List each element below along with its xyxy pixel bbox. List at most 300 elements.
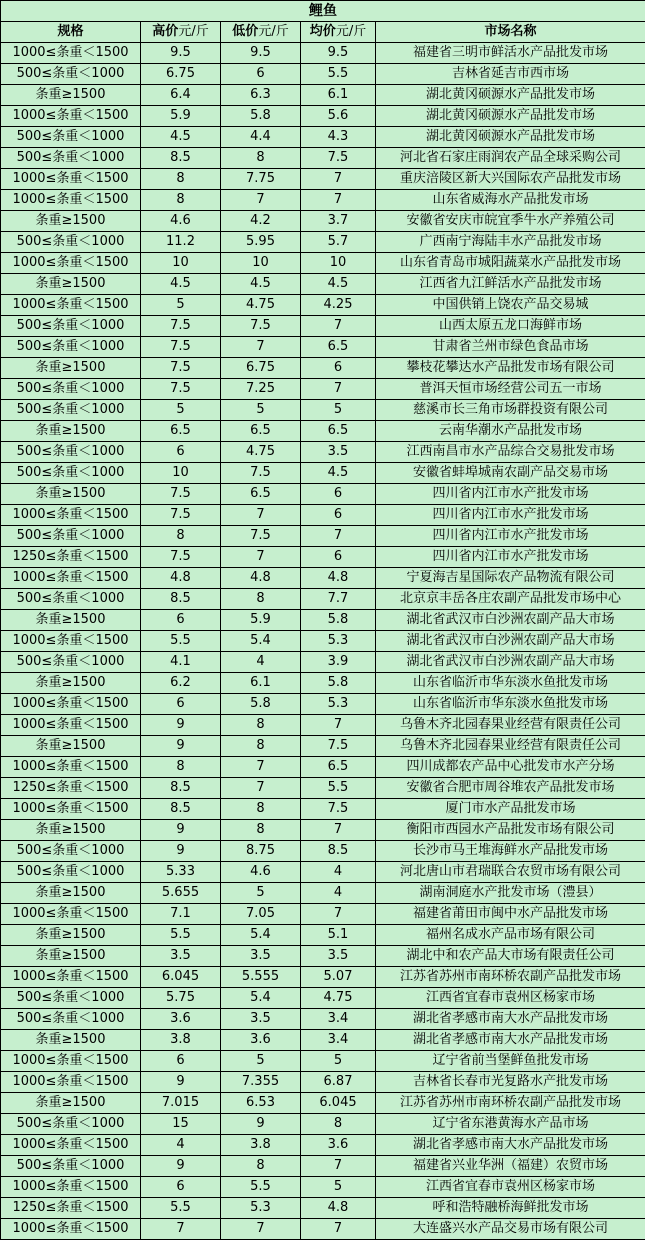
cell-market: 山西太原五龙口海鲜市场 — [376, 316, 645, 337]
table-row — [1, 337, 645, 358]
cell-spec: 1000≤条重＜1500 — [1, 967, 141, 988]
cell-high-price: 9.5 — [141, 43, 221, 64]
header-low-label: 低价 — [232, 24, 259, 39]
cell-spec: 1250≤条重＜1500 — [1, 547, 141, 568]
table-row — [1, 799, 645, 820]
cell-high-price: 5.5 — [141, 631, 221, 652]
table-body — [1, 43, 645, 1240]
cell-spec: 条重≥1500 — [1, 673, 141, 694]
cell-market: 长沙市马王堆海鲜水产品批发市场 — [376, 841, 645, 862]
cell-market: 江西省宜春市袁州区杨家市场 — [376, 988, 645, 1009]
cell-avg-price: 4.25 — [301, 295, 376, 316]
cell-high-price: 8 — [141, 190, 221, 211]
cell-high-price: 5.75 — [141, 988, 221, 1009]
cell-avg-price: 6 — [301, 547, 376, 568]
cell-high-price: 6 — [141, 610, 221, 631]
cell-low-price: 7 — [221, 757, 301, 778]
cell-avg-price: 6 — [301, 505, 376, 526]
cell-high-price: 9 — [141, 820, 221, 841]
cell-high-price: 7.5 — [141, 337, 221, 358]
cell-avg-price: 5.5 — [301, 778, 376, 799]
cell-low-price: 4.4 — [221, 127, 301, 148]
cell-market: 湖北黄冈硕源水产品批发市场 — [376, 127, 645, 148]
cell-avg-price: 5 — [301, 400, 376, 421]
cell-market: 江苏省苏州市南环桥农副产品批发市场 — [376, 1093, 645, 1114]
cell-low-price: 8 — [221, 715, 301, 736]
cell-spec: 500≤条重＜1000 — [1, 316, 141, 337]
cell-high-price: 5.5 — [141, 1198, 221, 1219]
cell-low-price: 3.5 — [221, 946, 301, 967]
cell-low-price: 8 — [221, 820, 301, 841]
cell-high-price: 7.5 — [141, 484, 221, 505]
cell-high-price: 6 — [141, 694, 221, 715]
cell-avg-price: 7.5 — [301, 799, 376, 820]
cell-avg-price: 6.5 — [301, 337, 376, 358]
cell-market: 湖北中和农产品大市场有限责任公司 — [376, 946, 645, 967]
cell-market: 广西南宁海陆丰水产品批发市场 — [376, 232, 645, 253]
header-high-price — [141, 22, 221, 43]
cell-low-price: 7.25 — [221, 379, 301, 400]
cell-avg-price: 7 — [301, 190, 376, 211]
cell-high-price: 5.5 — [141, 925, 221, 946]
cell-high-price: 4.6 — [141, 211, 221, 232]
cell-avg-price: 4.8 — [301, 1198, 376, 1219]
cell-avg-price: 7 — [301, 169, 376, 190]
table-row — [1, 1114, 645, 1135]
cell-low-price: 5.8 — [221, 106, 301, 127]
cell-avg-price: 3.4 — [301, 1009, 376, 1030]
header-high-unit: 元/斤 — [178, 24, 209, 39]
cell-spec: 1000≤条重＜1500 — [1, 253, 141, 274]
table-row — [1, 589, 645, 610]
cell-market: 慈溪市长三角市场群投资有限公司 — [376, 400, 645, 421]
table-row — [1, 106, 645, 127]
cell-low-price: 3.8 — [221, 1135, 301, 1156]
cell-spec: 1000≤条重＜1500 — [1, 169, 141, 190]
table-row — [1, 358, 645, 379]
cell-low-price: 8 — [221, 1156, 301, 1177]
cell-spec: 1000≤条重＜1500 — [1, 1219, 141, 1240]
cell-high-price: 5.33 — [141, 862, 221, 883]
cell-market: 安徽省安庆市皖宜季牛水产养殖公司 — [376, 211, 645, 232]
cell-low-price: 5.5 — [221, 1177, 301, 1198]
table-row — [1, 1219, 645, 1240]
table-row — [1, 1177, 645, 1198]
cell-spec: 1000≤条重＜1500 — [1, 694, 141, 715]
cell-avg-price: 5.7 — [301, 232, 376, 253]
cell-high-price: 7 — [141, 1219, 221, 1240]
cell-spec: 1000≤条重＜1500 — [1, 715, 141, 736]
cell-market: 吉林省延吉市西市场 — [376, 64, 645, 85]
table-row — [1, 232, 645, 253]
cell-avg-price: 4 — [301, 883, 376, 904]
cell-spec: 500≤条重＜1000 — [1, 64, 141, 85]
cell-high-price: 6 — [141, 1177, 221, 1198]
table-row — [1, 1030, 645, 1051]
header-avg-unit: 元/斤 — [335, 24, 367, 39]
cell-high-price: 3.5 — [141, 946, 221, 967]
cell-avg-price: 6 — [301, 484, 376, 505]
cell-market: 湖南洞庭水产批发市场（澧县） — [376, 883, 645, 904]
cell-spec: 条重≥1500 — [1, 883, 141, 904]
cell-market: 安徽省合肥市周谷堆农产品批发市场 — [376, 778, 645, 799]
cell-market: 湖北黄冈硕源水产品批发市场 — [376, 106, 645, 127]
cell-avg-price: 5.07 — [301, 967, 376, 988]
cell-high-price: 7.5 — [141, 547, 221, 568]
table-row — [1, 316, 645, 337]
table-row — [1, 43, 645, 64]
table-row — [1, 295, 645, 316]
cell-high-price: 8 — [141, 757, 221, 778]
cell-high-price: 7.5 — [141, 316, 221, 337]
table-row — [1, 1009, 645, 1030]
cell-market: 辽宁省东港黄海水产品市场 — [376, 1114, 645, 1135]
table-title: 鲤鱼 — [1, 1, 645, 22]
cell-high-price: 5.655 — [141, 883, 221, 904]
cell-avg-price: 8.5 — [301, 841, 376, 862]
cell-avg-price: 3.5 — [301, 946, 376, 967]
cell-spec: 1000≤条重＜1500 — [1, 1135, 141, 1156]
cell-spec: 500≤条重＜1000 — [1, 463, 141, 484]
cell-spec: 1000≤条重＜1500 — [1, 1177, 141, 1198]
cell-low-price: 7.5 — [221, 526, 301, 547]
cell-market: 湖北省孝感市南大水产品批发市场 — [376, 1009, 645, 1030]
cell-high-price: 8.5 — [141, 778, 221, 799]
cell-spec: 1000≤条重＜1500 — [1, 505, 141, 526]
cell-avg-price: 7.7 — [301, 589, 376, 610]
cell-spec: 1000≤条重＜1500 — [1, 799, 141, 820]
cell-market: 福建省兴业华洲（福建）农贸市场 — [376, 1156, 645, 1177]
cell-market: 四川省内江市水产批发市场 — [376, 505, 645, 526]
table-row — [1, 148, 645, 169]
cell-market: 四川省内江市水产批发市场 — [376, 547, 645, 568]
cell-spec: 500≤条重＜1000 — [1, 337, 141, 358]
table-row — [1, 820, 645, 841]
cell-low-price: 4.6 — [221, 862, 301, 883]
cell-market: 四川省内江市水产批发市场 — [376, 526, 645, 547]
cell-spec: 1000≤条重＜1500 — [1, 106, 141, 127]
cell-market: 山东省威海水产品批发市场 — [376, 190, 645, 211]
cell-high-price: 5.9 — [141, 106, 221, 127]
table-row — [1, 925, 645, 946]
cell-high-price: 7.1 — [141, 904, 221, 925]
cell-avg-price: 6.87 — [301, 1072, 376, 1093]
cell-high-price: 8.5 — [141, 589, 221, 610]
cell-market: 乌鲁木齐北园春果业经营有限责任公司 — [376, 736, 645, 757]
table-row — [1, 442, 645, 463]
table-row — [1, 85, 645, 106]
cell-market: 辽宁省前当堡鲜鱼批发市场 — [376, 1051, 645, 1072]
cell-high-price: 3.6 — [141, 1009, 221, 1030]
header-avg-label: 均价 — [309, 24, 336, 39]
cell-low-price: 7.5 — [221, 316, 301, 337]
cell-high-price: 7.015 — [141, 1093, 221, 1114]
cell-avg-price: 3.5 — [301, 442, 376, 463]
cell-avg-price: 6 — [301, 358, 376, 379]
cell-market: 中国供销上饶农产品交易城 — [376, 295, 645, 316]
cell-high-price: 9 — [141, 841, 221, 862]
cell-low-price: 6.5 — [221, 484, 301, 505]
cell-low-price: 4.75 — [221, 295, 301, 316]
cell-avg-price: 5.8 — [301, 673, 376, 694]
cell-low-price: 8 — [221, 799, 301, 820]
header-high-label: 高价 — [152, 24, 179, 39]
table-row — [1, 421, 645, 442]
cell-avg-price: 6.5 — [301, 421, 376, 442]
table-row — [1, 967, 645, 988]
cell-market: 云南华潮水产品批发市场 — [376, 421, 645, 442]
cell-low-price: 8.75 — [221, 841, 301, 862]
cell-avg-price: 5.1 — [301, 925, 376, 946]
cell-spec: 500≤条重＜1000 — [1, 1009, 141, 1030]
cell-market: 北京京丰岳各庄农副产品批发市场中心 — [376, 589, 645, 610]
cell-avg-price: 7 — [301, 820, 376, 841]
cell-market: 山东省临沂市华东淡水鱼批发市场 — [376, 673, 645, 694]
cell-low-price: 8 — [221, 148, 301, 169]
cell-spec: 500≤条重＜1000 — [1, 400, 141, 421]
table-row — [1, 862, 645, 883]
cell-high-price: 7.5 — [141, 505, 221, 526]
cell-high-price: 4.1 — [141, 652, 221, 673]
table-row — [1, 673, 645, 694]
cell-low-price: 5 — [221, 400, 301, 421]
header-avg-price — [301, 22, 376, 43]
table-row — [1, 1051, 645, 1072]
cell-low-price: 5.4 — [221, 925, 301, 946]
table-row — [1, 631, 645, 652]
cell-spec: 条重≥1500 — [1, 610, 141, 631]
cell-high-price: 9 — [141, 715, 221, 736]
cell-spec: 1000≤条重＜1500 — [1, 904, 141, 925]
cell-high-price: 6.045 — [141, 967, 221, 988]
header-market: 市场名称 — [376, 22, 645, 43]
cell-market: 安徽省蚌埠城南农副产品交易市场 — [376, 463, 645, 484]
table-row — [1, 64, 645, 85]
cell-low-price: 8 — [221, 736, 301, 757]
cell-market: 厦门市水产品批发市场 — [376, 799, 645, 820]
cell-spec: 500≤条重＜1000 — [1, 862, 141, 883]
cell-low-price: 5.8 — [221, 694, 301, 715]
cell-market: 吉林省长春市光复路水产批发市场 — [376, 1072, 645, 1093]
cell-avg-price: 10 — [301, 253, 376, 274]
table-row — [1, 736, 645, 757]
cell-avg-price: 7 — [301, 904, 376, 925]
cell-spec: 条重≥1500 — [1, 421, 141, 442]
cell-spec: 500≤条重＜1000 — [1, 1114, 141, 1135]
table-row — [1, 757, 645, 778]
cell-low-price: 9.5 — [221, 43, 301, 64]
cell-avg-price: 5.3 — [301, 631, 376, 652]
cell-market: 湖北省武汉市白沙洲农副产品大市场 — [376, 631, 645, 652]
cell-market: 河北唐山市君瑞联合农贸市场有限公司 — [376, 862, 645, 883]
cell-low-price: 7.05 — [221, 904, 301, 925]
cell-high-price: 3.8 — [141, 1030, 221, 1051]
cell-spec: 1000≤条重＜1500 — [1, 43, 141, 64]
cell-avg-price: 3.6 — [301, 1135, 376, 1156]
cell-high-price: 7.5 — [141, 379, 221, 400]
cell-market: 江西省宜春市袁州区杨家市场 — [376, 1177, 645, 1198]
cell-high-price: 7.5 — [141, 358, 221, 379]
cell-avg-price: 8 — [301, 1114, 376, 1135]
cell-low-price: 6.5 — [221, 421, 301, 442]
table-row — [1, 253, 645, 274]
cell-avg-price: 7 — [301, 715, 376, 736]
table-row — [1, 547, 645, 568]
cell-market: 河北省石家庄雨润农产品全球采购公司 — [376, 148, 645, 169]
cell-high-price: 6.2 — [141, 673, 221, 694]
table-row — [1, 841, 645, 862]
cell-market: 湖北黄冈硕源水产品批发市场 — [376, 85, 645, 106]
cell-high-price: 15 — [141, 1114, 221, 1135]
cell-avg-price: 3.7 — [301, 211, 376, 232]
cell-spec: 500≤条重＜1000 — [1, 232, 141, 253]
cell-avg-price: 5.8 — [301, 610, 376, 631]
table-row — [1, 1198, 645, 1219]
cell-low-price: 7 — [221, 1219, 301, 1240]
cell-avg-price: 5.6 — [301, 106, 376, 127]
cell-avg-price: 4.5 — [301, 463, 376, 484]
cell-low-price: 7 — [221, 547, 301, 568]
cell-spec: 500≤条重＜1000 — [1, 589, 141, 610]
table-row — [1, 127, 645, 148]
cell-avg-price: 6.5 — [301, 757, 376, 778]
cell-high-price: 6.75 — [141, 64, 221, 85]
cell-avg-price: 7.5 — [301, 148, 376, 169]
cell-high-price: 4.5 — [141, 274, 221, 295]
cell-spec: 条重≥1500 — [1, 1030, 141, 1051]
cell-high-price: 4 — [141, 1135, 221, 1156]
cell-market: 衡阳市西园水产品批发市场有限公司 — [376, 820, 645, 841]
cell-low-price: 5.4 — [221, 988, 301, 1009]
cell-market: 湖北省武汉市白沙洲农副产品大市场 — [376, 610, 645, 631]
table-row — [1, 190, 645, 211]
cell-low-price: 6 — [221, 64, 301, 85]
table-row — [1, 778, 645, 799]
table-row — [1, 526, 645, 547]
cell-market: 宁夏海吉星国际农产品物流有限公司 — [376, 568, 645, 589]
cell-avg-price: 9.5 — [301, 43, 376, 64]
cell-high-price: 9 — [141, 1072, 221, 1093]
cell-low-price: 5.95 — [221, 232, 301, 253]
cell-low-price: 4.75 — [221, 442, 301, 463]
cell-avg-price: 5.3 — [301, 694, 376, 715]
cell-high-price: 5 — [141, 400, 221, 421]
table-row — [1, 379, 645, 400]
cell-low-price: 5.555 — [221, 967, 301, 988]
table-row — [1, 1135, 645, 1156]
cell-high-price: 9 — [141, 736, 221, 757]
cell-avg-price: 7 — [301, 379, 376, 400]
cell-low-price: 7 — [221, 337, 301, 358]
cell-spec: 500≤条重＜1000 — [1, 127, 141, 148]
cell-low-price: 4.2 — [221, 211, 301, 232]
cell-spec: 500≤条重＜1000 — [1, 379, 141, 400]
cell-low-price: 5 — [221, 1051, 301, 1072]
cell-spec: 条重≥1500 — [1, 946, 141, 967]
cell-spec: 条重≥1500 — [1, 85, 141, 106]
table-row — [1, 883, 645, 904]
cell-high-price: 8 — [141, 526, 221, 547]
cell-low-price: 3.6 — [221, 1030, 301, 1051]
cell-low-price: 9 — [221, 1114, 301, 1135]
cell-spec: 500≤条重＜1000 — [1, 841, 141, 862]
table-row — [1, 610, 645, 631]
cell-spec: 条重≥1500 — [1, 1093, 141, 1114]
cell-spec: 1000≤条重＜1500 — [1, 631, 141, 652]
cell-avg-price: 7 — [301, 316, 376, 337]
cell-market: 四川省内江市水产批发市场 — [376, 484, 645, 505]
cell-avg-price: 6.045 — [301, 1093, 376, 1114]
cell-spec: 条重≥1500 — [1, 358, 141, 379]
cell-high-price: 6.5 — [141, 421, 221, 442]
table-row — [1, 694, 645, 715]
cell-spec: 条重≥1500 — [1, 820, 141, 841]
header-low-price — [221, 22, 301, 43]
cell-spec: 1000≤条重＜1500 — [1, 190, 141, 211]
cell-high-price: 10 — [141, 463, 221, 484]
cell-market: 江苏省苏州市南环桥农副产品批发市场 — [376, 967, 645, 988]
cell-high-price: 9 — [141, 1156, 221, 1177]
table-row — [1, 1093, 645, 1114]
table-row — [1, 274, 645, 295]
cell-low-price: 7 — [221, 190, 301, 211]
cell-low-price: 7.5 — [221, 463, 301, 484]
cell-avg-price: 7 — [301, 1156, 376, 1177]
cell-low-price: 6.3 — [221, 85, 301, 106]
cell-avg-price: 3.9 — [301, 652, 376, 673]
cell-avg-price: 4.8 — [301, 568, 376, 589]
cell-spec: 1000≤条重＜1500 — [1, 1072, 141, 1093]
table-row — [1, 1072, 645, 1093]
cell-market: 湖北省孝感市南大水产品批发市场 — [376, 1030, 645, 1051]
table-row — [1, 463, 645, 484]
cell-high-price: 8 — [141, 169, 221, 190]
header-spec: 规格 — [1, 22, 141, 43]
cell-market: 江西南昌市水产品综合交易批发市场 — [376, 442, 645, 463]
cell-low-price: 6.53 — [221, 1093, 301, 1114]
cell-market: 甘肃省兰州市绿色食品市场 — [376, 337, 645, 358]
cell-market: 湖北省孝感市南大水产品批发市场 — [376, 1135, 645, 1156]
cell-avg-price: 5 — [301, 1177, 376, 1198]
title-row — [1, 1, 645, 22]
cell-market: 四川成都农产品中心批发市水产分场 — [376, 757, 645, 778]
cell-spec: 500≤条重＜1000 — [1, 988, 141, 1009]
cell-spec: 条重≥1500 — [1, 736, 141, 757]
cell-avg-price: 4 — [301, 862, 376, 883]
cell-spec: 1250≤条重＜1500 — [1, 778, 141, 799]
table-row — [1, 505, 645, 526]
cell-low-price: 5.3 — [221, 1198, 301, 1219]
cell-spec: 500≤条重＜1000 — [1, 526, 141, 547]
cell-market: 山东省临沂市华东淡水鱼批发市场 — [376, 694, 645, 715]
cell-avg-price: 3.4 — [301, 1030, 376, 1051]
cell-low-price: 7.75 — [221, 169, 301, 190]
cell-market: 大连盛兴水产品交易市场有限公司 — [376, 1219, 645, 1240]
cell-low-price: 6.75 — [221, 358, 301, 379]
cell-spec: 500≤条重＜1000 — [1, 1156, 141, 1177]
header-low-unit: 元/斤 — [258, 24, 289, 39]
cell-spec: 1250≤条重＜1500 — [1, 1198, 141, 1219]
cell-low-price: 5 — [221, 883, 301, 904]
cell-low-price: 5.4 — [221, 631, 301, 652]
table-row — [1, 400, 645, 421]
cell-high-price: 4.5 — [141, 127, 221, 148]
cell-high-price: 6 — [141, 442, 221, 463]
cell-market: 重庆涪陵区新大兴国际农产品批发市场 — [376, 169, 645, 190]
cell-spec: 1000≤条重＜1500 — [1, 1051, 141, 1072]
cell-high-price: 4.8 — [141, 568, 221, 589]
table-row — [1, 652, 645, 673]
